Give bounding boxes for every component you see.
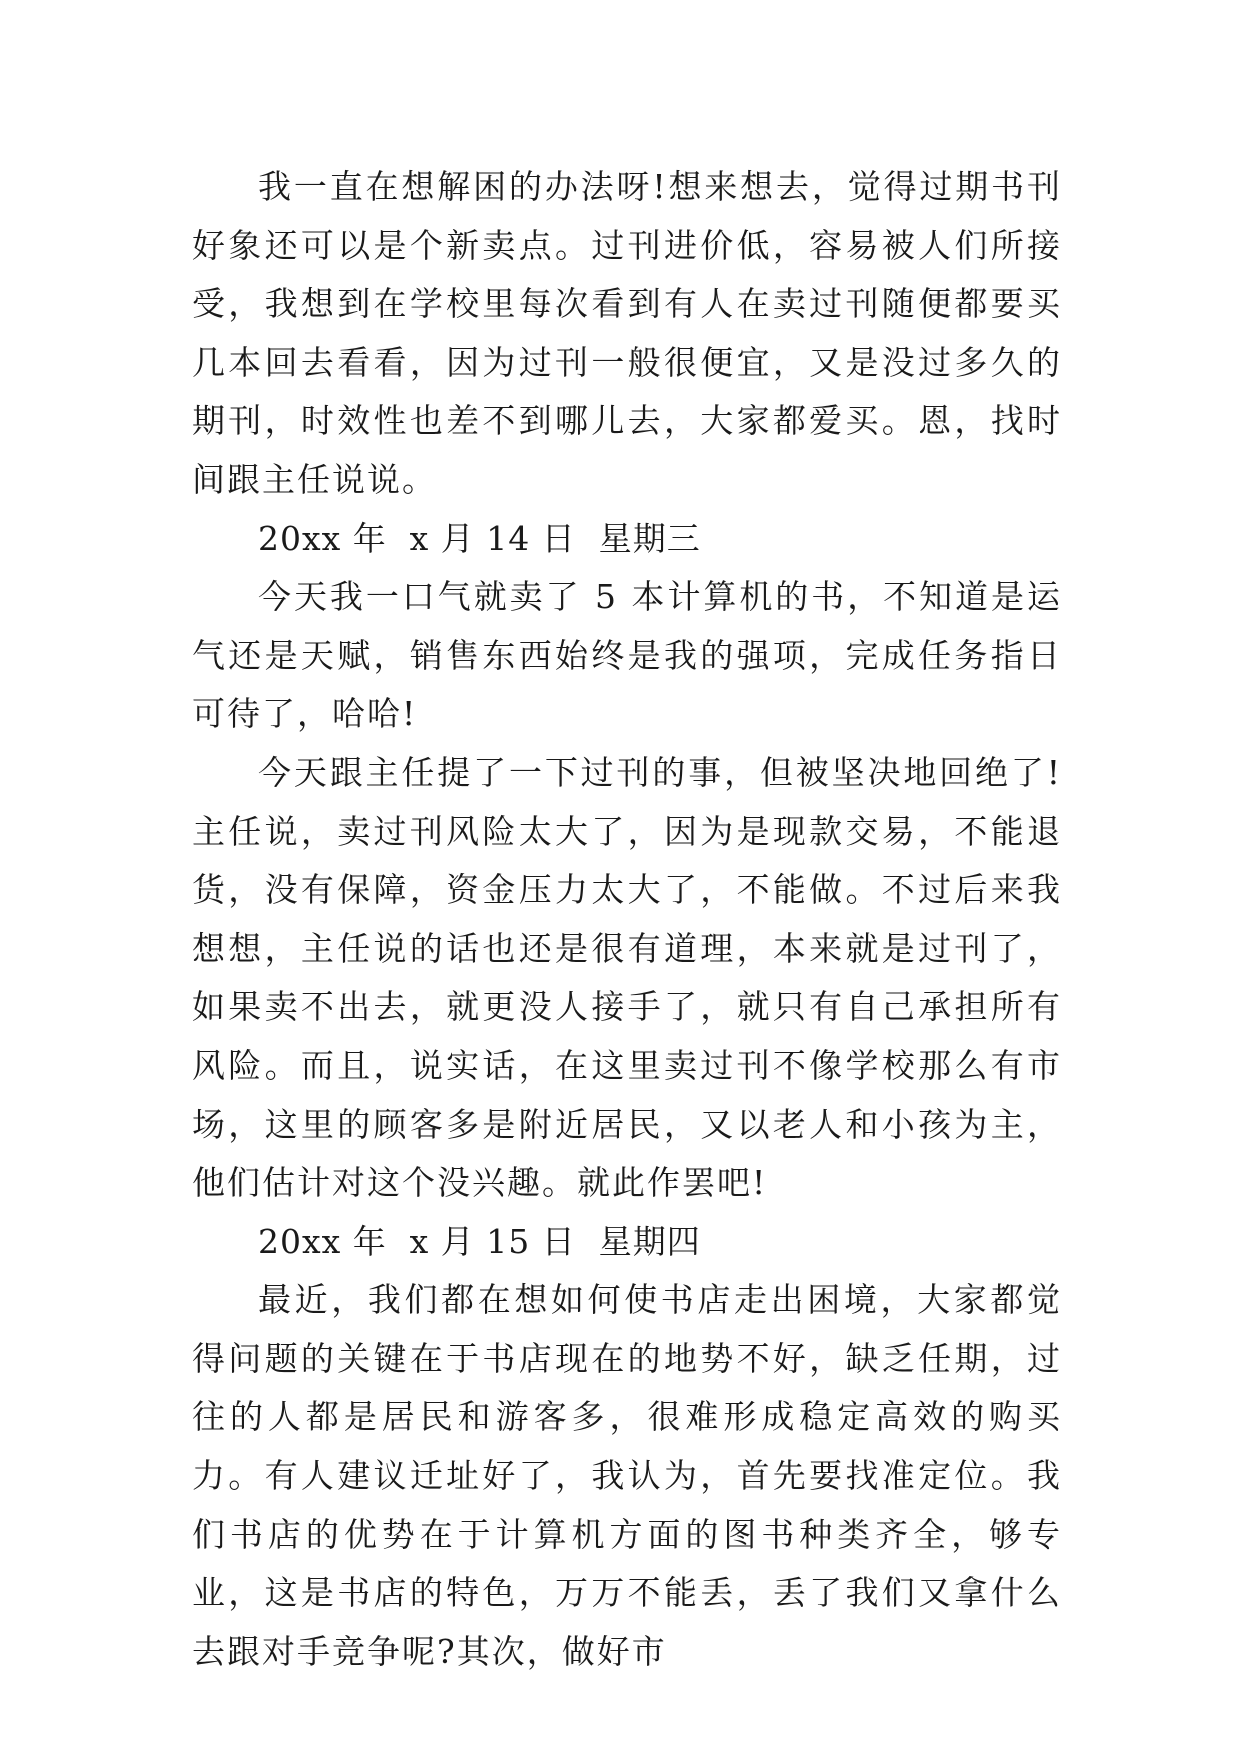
diary-date-thursday: 20xx 年 x 月 15 日 星期四 bbox=[258, 1221, 701, 1261]
paragraph-bookstore-difficulties: 最近，我们都在想如何使书店走出困境，大家都觉得问题的关键在于书店现在的地势不好，缺乏任期，过往的人都是居民和游客多，很难形成稳定高效的购买力。有人建议迁址好了，我认为，首先要找准定位。我们书店的优势在于计算机方面的图书种类齐全，够专业，这是书店的特色，万万不能丢，丢了我们又拿什么去跟对手竞争呢?其次，做好市 bbox=[192, 1280, 1062, 1671]
document-body bbox=[192, 158, 1062, 1681]
paragraph-sold-computer-books: 今天我一口气就卖了 5 本计算机的书，不知道是运气还是天赋，销售东西始终是我的强项，完成任务指日可待了，哈哈! bbox=[192, 577, 1062, 734]
paragraph-expired-periodicals-idea: 我一直在想解困的办法呀!想来想去，觉得过期书刊好象还可以是个新卖点。过刊进价低，容易被人们所接受，我想到在学校里每次看到有人在卖过刊随便都要买几本回去看看，因为过刊一般很便宜，又是没过多久的期刊，时效性也差不到哪儿去，大家都爱买。恩，找时间跟主任说说。 bbox=[192, 167, 1062, 499]
paragraph-director-rejected: 今天跟主任提了一下过刊的事，但被坚决地回绝了!主任说，卖过刊风险太大了，因为是现款交易，不能退货，没有保障，资金压力太大了，不能做。不过后来我想想，主任说的话也还是很有道理，本来就是过刊了，如果卖不出去，就更没人接手了，就只有自己承担所有风险。而且，说实话，在这里卖过刊不像学校那么有市场，这里的顾客多是附近居民，又以老人和小孩为主，他们估计对这个没兴趣。就此作罢吧! bbox=[192, 752, 1062, 1203]
diary-date-wednesday: 20xx 年 x 月 14 日 星期三 bbox=[258, 518, 701, 558]
